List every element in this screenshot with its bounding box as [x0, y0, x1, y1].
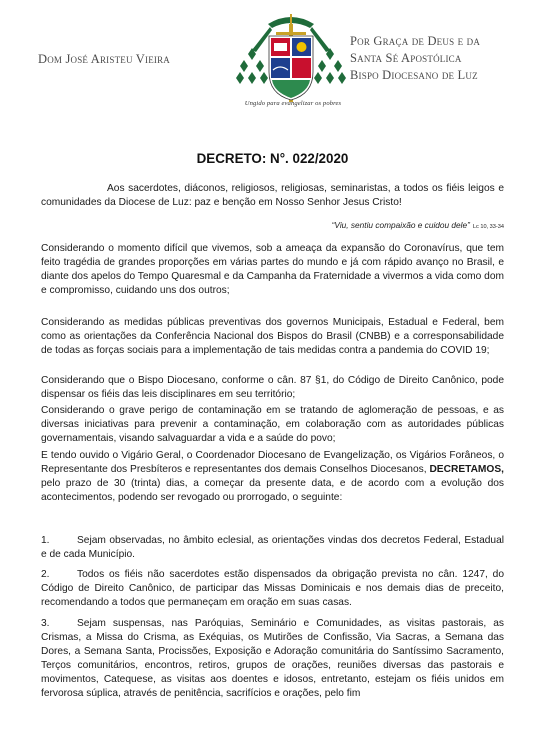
item-number: 2.: [41, 569, 50, 580]
scripture-quote: [41, 220, 504, 230]
item-text: Sejam observadas, no âmbito eclesial, as orientações vindas dos decretos Federal, Estadual e de cada Município.: [41, 535, 504, 560]
consideration-paragraph: Considerando o grave perigo de contaminação em se tratando de aglomeração de pessoas, e as diversas iniciativas para prevenir a contaminação, em colaboração com as autoridades públicas governamentais, visando salvaguardar a vida e a saúde do povo;: [41, 405, 504, 444]
consideration-paragraph: Considerando as medidas públicas preventivas dos governos Municipais, Estadual e Federal, bem como as orientações da Conferência Nacional dos Bispos do Brasil (CNBB) e a corresponsabilidade de todas as forças sociais para a implementação de tais medidas contra a pandemia do COVID 19;: [41, 317, 504, 356]
bishop-title: [350, 33, 540, 84]
episcopal-motto: Ungido para evangelizar os pobres: [244, 100, 342, 107]
bishop-title-line: Por Graça de Deus e da: [350, 34, 481, 48]
decision-paragraph: [41, 449, 504, 505]
decree-title: DECRETO: N°. 022/2020: [196, 151, 349, 166]
consideration-paragraph: Considerando o momento difícil que vivemos, sob a ameaça da expansão do Coronavírus, que tem feito tragédia de grandes proporções em várias partes do mundo e já com rápido avanço no Brasil, e diante dos apelos do Tempo Quaresmal e da Campanha da Fraternidade a vivermos a vida como dom e compromisso, cuidando uns dos outros;: [41, 243, 504, 296]
decree-item: [41, 534, 504, 562]
item-text: Sejam suspensas, nas Paróquias, Seminário e Comunidades, as visitas pastorais, as Crismas, a Missa do Crisma, as Exéquias, os Mutirões de Confissão, Via Sacras, a Semana das Dores, a Semana Santa, Procissões, Exposição e Adoração comunitária do Santíssimo Sacramento, Terços comunitários, encontros, retiros, grupos de orações, reuniões diversas das pastorais e movimentos, Catequese, as visitas aos doentes e idosos, entretanto, estejam os fiéis unidos em fervorosa súplica, através de penitência, sacrifícios e orações, pelo fim: [41, 618, 504, 699]
bishop-name: Dom José Aristeu Vieira: [38, 52, 171, 66]
quote-reference: Lc 10, 33-34: [472, 224, 504, 230]
consideration-paragraph: Considerando que o Bispo Diocesano, conforme o cân. 87 §1, do Código de Direito Canônico, pode dispensar os fiéis das leis disciplinares em seu território;: [41, 375, 504, 400]
item-text: Todos os fiéis não sacerdotes estão dispensados da obrigação prevista no cân. 1247, do Código de Direito Canônico, de participar das Missas Dominicais e nos demais dias de preceito, recomendando a todos que permaneçam em oração em suas casas.: [41, 569, 504, 608]
decree-item: [41, 617, 504, 701]
decision-keyword: DECRETAMOS,: [429, 464, 504, 475]
item-number: 3.: [41, 618, 50, 629]
bishop-title-line: Santa Sé Apostólica: [350, 51, 462, 65]
bishop-title-line: Bispo Diocesano de Luz: [350, 68, 478, 82]
episcopal-coat-of-arms-icon: [236, 10, 346, 110]
decision-intro: E tendo ouvido o Vigário Geral, o Coordenador Diocesano de Evangelização, os Vigários Forâneos, o Representante dos Presbíteros e representantes dos demais Conselhos Diocesanos,: [41, 450, 504, 475]
decree-item: [41, 568, 504, 610]
item-number: 1.: [41, 535, 50, 546]
quote-text: “Viu, sentiu compaixão e cuidou dele”: [331, 220, 470, 230]
greeting-paragraph: Aos sacerdotes, diáconos, religiosos, religiosas, seminaristas, a todos os fiéis leigos e comunidades da Diocese de Luz: paz e benção em Nosso Senhor Jesus Cristo!: [41, 183, 504, 208]
decision-terms: pelo prazo de 30 (trinta) dias, a começar da presente data, e de acordo com a evolução dos acontecimentos, podendo ser revogado ou prorrogado, o seguinte:: [41, 478, 504, 503]
